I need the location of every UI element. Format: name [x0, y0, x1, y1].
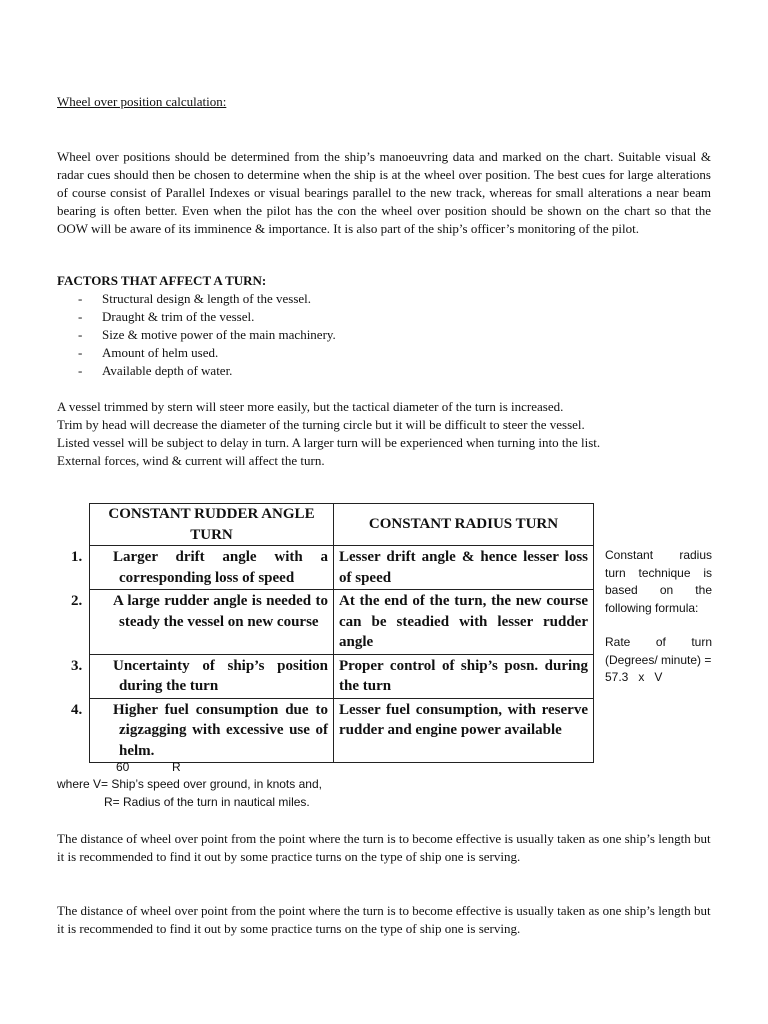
- trim-line: External forces, wind & current will affect the turn.: [57, 453, 325, 468]
- distance-paragraph: The distance of wheel over point from the point where the turn is to become effective is usually taken as one ship’s length but it is recommended to find it out by some practice turns on the type of ship one is serving.: [57, 831, 711, 864]
- table-row: [90, 654, 594, 698]
- table-cell: [71, 654, 334, 698]
- formula-denominator-60: 60: [116, 760, 130, 774]
- distance-paragraph-repeat: The distance of wheel over point from the point where the turn is to become effective is usually taken as one ship’s length but it is recommended to find it out by some practice turns on the type of ship one is serving.: [57, 903, 711, 936]
- intro-paragraph: Wheel over positions should be determined from the ship’s manoeuvring data and marked on the chart. Suitable visual & radar cues should then be chosen to determine when the ship is at the wheel over position. The best cues for large alterations of course consist of Parallel Indexes or visual bearings parallel to the new track, whereas for small alterations a near beam bearing is often better. Even when the pilot has the con the wheel over position should be shown on the chart so that the OOW will be aware of its imminence & importance. It is also part of the ship’s officer’s monitoring of the pilot.: [57, 149, 711, 236]
- formula-numerator: 57.3 x V: [605, 670, 663, 684]
- table-row: [90, 546, 594, 590]
- trim-line: Listed vessel will be subject to delay in turn. A larger turn will be experienced when turning into the list.: [57, 435, 601, 450]
- row-number: 4.: [71, 701, 83, 718]
- formula-side-note: [605, 547, 712, 687]
- table-cell: Lesser fuel consumption, with reserve rudder and engine power available: [334, 698, 594, 763]
- table-cell: Lesser drift angle & hence lesser loss of speed: [334, 546, 594, 590]
- table-cell: Proper control of ship’s posn. during the turn: [334, 654, 594, 698]
- factors-list: [78, 290, 336, 380]
- table-cell: At the end of the turn, the new course can be steadied with lesser rudder angle: [334, 590, 594, 655]
- column-header-rudder-angle: CONSTANT RUDDER ANGLE TURN: [90, 504, 334, 546]
- cell-text: Higher fuel consumption due to zigzagging with excessive use of helm.: [113, 701, 328, 759]
- where-definition-r: R= Radius of the turn in nautical miles.: [104, 795, 310, 809]
- trim-line: Trim by head will decrease the diameter of the turning circle but it will be difficult to steer the vessel.: [57, 417, 585, 432]
- trim-line: A vessel trimmed by stern will steer more easily, but the tactical diameter of the turn is increased.: [57, 399, 564, 414]
- cell-text: Uncertainty of ship’s position during the turn: [113, 657, 328, 694]
- where-definition-v: where V= Ship’s speed over ground, in knots and,: [57, 777, 322, 791]
- row-number: 2.: [71, 593, 83, 609]
- list-item: - Amount of helm used.: [78, 344, 336, 362]
- column-header-radius: CONSTANT RADIUS TURN: [334, 504, 594, 546]
- table-cell: [71, 590, 334, 655]
- rate-label: Rate of turn (Degrees/ minute) =: [605, 635, 712, 667]
- table-row: [90, 698, 594, 763]
- side-note-text: Constant radius turn technique is based on the following formula:: [605, 548, 712, 615]
- row-number: 1.: [71, 549, 83, 565]
- cell-text: A large rudder angle is needed to steady the vessel on new course: [113, 593, 328, 630]
- list-item: - Draught & trim of the vessel.: [78, 308, 336, 326]
- cell-text: Larger drift angle with a corresponding loss of speed: [113, 549, 328, 586]
- table-header-row: [90, 504, 594, 546]
- formula-denominator-r: R: [172, 760, 181, 774]
- factors-heading: FACTORS THAT AFFECT A TURN:: [57, 273, 267, 288]
- list-item: - Available depth of water.: [78, 362, 336, 380]
- list-item: - Structural design & length of the vessel.: [78, 290, 336, 308]
- table-row: [90, 590, 594, 655]
- table-cell: [71, 698, 334, 763]
- table-cell: [71, 546, 334, 590]
- page-title: Wheel over position calculation:: [57, 94, 227, 109]
- trim-notes: [57, 398, 711, 470]
- list-item: - Size & motive power of the main machinery.: [78, 326, 336, 344]
- row-number: 3.: [71, 657, 83, 674]
- comparison-table: [71, 503, 594, 763]
